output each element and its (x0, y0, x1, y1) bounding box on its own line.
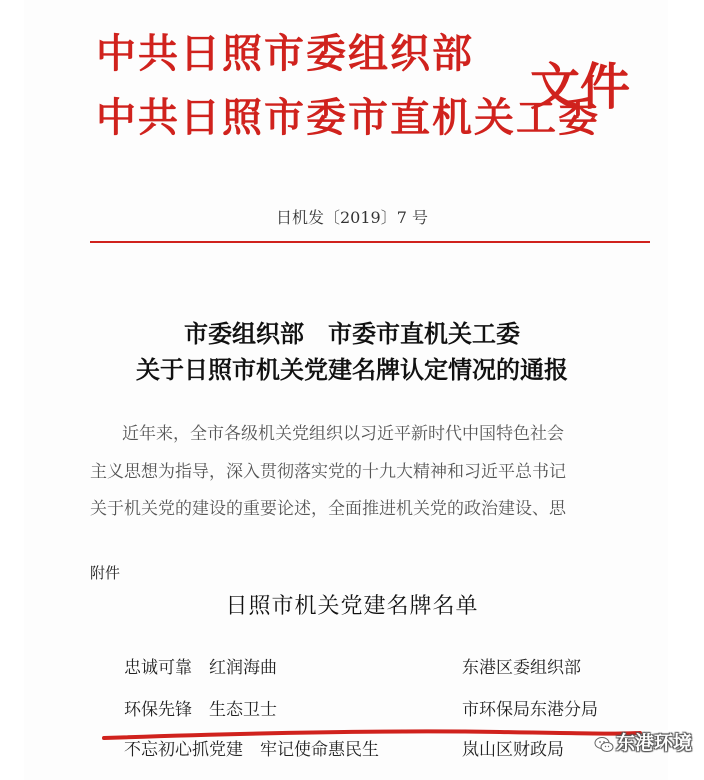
brand-name: 忠诚可靠 红润海曲 (124, 658, 277, 678)
document-number: 日机发〔2019〕7 号 (276, 208, 428, 227)
issuer-line-1: 中共日照市委组织部 (96, 30, 474, 77)
wechat-icon (594, 736, 614, 754)
unit-name: 岚山区财政局 (462, 740, 564, 760)
notice-title-line-1: 市委组织部 市委市直机关工委 (184, 319, 520, 348)
red-divider (90, 241, 650, 243)
watermark-text: 东港环境 (616, 732, 693, 754)
issuer-line-2: 中共日照市委市直机关工委 (96, 94, 600, 141)
paragraph-line: 关于机关党的建设的重要论述，全面推进机关党的政治建设、思 (90, 499, 566, 519)
unit-name: 东港区委组织部 (462, 658, 581, 678)
list-row (0, 660, 704, 684)
list-row (0, 702, 704, 726)
paragraph-line: 近年来，全市各级机关党组织以习近平新时代中国特色社会 (122, 424, 564, 444)
attachment-label: 附件 (90, 564, 121, 582)
unit-name: 市环保局东港分局 (462, 700, 598, 720)
brand-name: 环保先锋 生态卫士 (124, 700, 277, 720)
document-type-label: 文件 (530, 57, 630, 116)
paragraph-line: 主义思想为指导，深入贯彻落实党的十九大精神和习近平总书记 (90, 462, 566, 482)
list-title: 日照市机关党建名牌名单 (225, 594, 479, 619)
brand-name: 不忘初心抓党建 牢记使命惠民生 (124, 740, 379, 760)
account-watermark (594, 728, 698, 764)
notice-title-line-2: 关于日照市机关党建名牌认定情况的通报 (136, 355, 568, 384)
